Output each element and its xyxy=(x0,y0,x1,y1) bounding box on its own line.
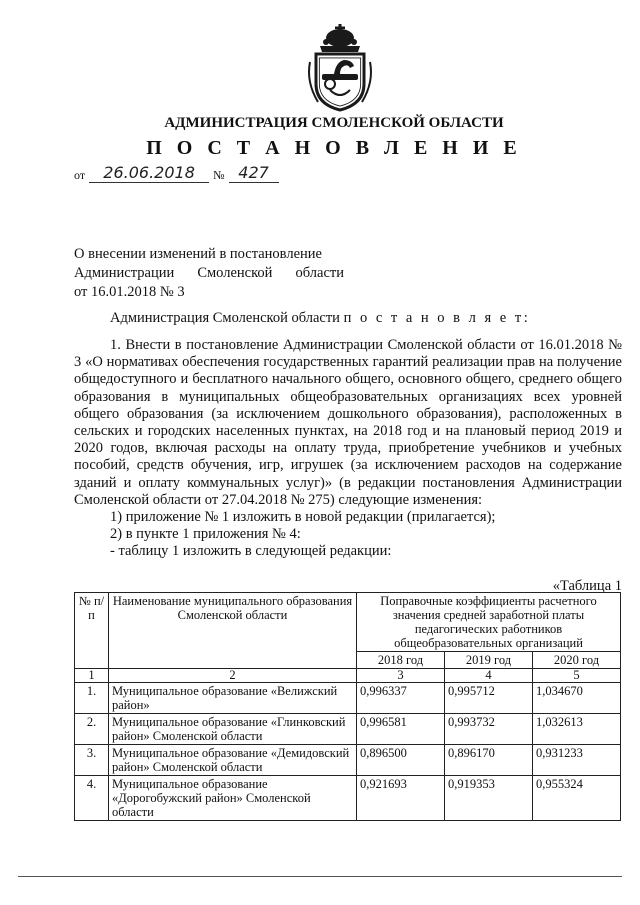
coefficients-table xyxy=(74,592,621,821)
subject-line: от 16.01.2018 № 3 xyxy=(74,284,185,300)
table-row xyxy=(75,714,621,745)
column-index-row xyxy=(75,669,621,683)
row-number: 1. xyxy=(75,683,109,714)
decree-intro xyxy=(110,310,530,327)
column-index: 4 xyxy=(445,669,533,683)
table-row xyxy=(75,683,621,714)
date-number-line xyxy=(74,164,279,183)
coef-2019: 0,919353 xyxy=(445,776,533,821)
municipality-name: Муниципальное образование «Демидовский район» Смоленской области xyxy=(109,745,357,776)
header-num: № п/п xyxy=(75,593,109,669)
municipality-name: Муниципальное образование «Глинковский район» Смоленской области xyxy=(109,714,357,745)
header-year-2019: 2019 год xyxy=(445,652,533,669)
table-row xyxy=(75,745,621,776)
coef-2018: 0,896500 xyxy=(357,745,445,776)
document-date: 26.06.2018 xyxy=(89,164,209,183)
coef-2020: 0,955324 xyxy=(533,776,621,821)
coef-2020: 1,034670 xyxy=(533,683,621,714)
row-number: 3. xyxy=(75,745,109,776)
column-index: 1 xyxy=(75,669,109,683)
municipality-name: Муниципальное образование «Велижский район» xyxy=(109,683,357,714)
column-index: 3 xyxy=(357,669,445,683)
coat-of-arms-icon xyxy=(300,22,380,114)
page-bottom-rule xyxy=(18,876,622,877)
coef-2018: 0,996581 xyxy=(357,714,445,745)
column-index: 5 xyxy=(533,669,621,683)
subject-line: Администрации Смоленской области xyxy=(74,265,344,281)
coef-2018: 0,996337 xyxy=(357,683,445,714)
header-name: Наименование муниципального образования Смоленской области xyxy=(109,593,357,669)
decree-body xyxy=(74,337,622,561)
table-caption: «Таблица 1 xyxy=(552,578,622,594)
paragraph-sub-2: 2) в пункте 1 приложения № 4: xyxy=(110,526,301,543)
paragraph-item-1: 1. Внести в постановление Администрации Смоленской области от 16.01.2018 № 3 «О нормативах обеспечения государственных гарантий реализации прав на получение общедоступного и бесплатного начального общего, основного общего, среднего общего образования в муниципальных общеобразовательных организациях всех уровней общего образования (за исключением дошкольного образования), расположенных в сельских и городских населенных пунктах, на 2018 год и на плановый период 2019 и 2020 годов, включая расходы на оплату труда, приобретение учебников и учебных пособий, средств обучения, игр, игрушек (за исключением расходов на содержание зданий и оплату коммунальных услуг)» (в редакции постановления Администрации Смоленской области от 27.04.2018 № 275) следующие изменения: xyxy=(74,337,622,508)
row-number: 2. xyxy=(75,714,109,745)
document-type: П О С Т А Н О В Л Е Н И Е xyxy=(146,137,522,159)
organization-name: АДМИНИСТРАЦИЯ СМОЛЕНСКОЙ ОБЛАСТИ xyxy=(164,115,504,131)
subject-line: О внесении изменений в постановление xyxy=(74,246,322,262)
paragraph-sub-3: - таблицу 1 изложить в следующей редакции: xyxy=(110,543,392,560)
coef-2019: 0,995712 xyxy=(445,683,533,714)
date-prefix: от xyxy=(74,168,86,182)
decree-verb: п о с т а н о в л я е т: xyxy=(343,310,531,326)
document-number: 427 xyxy=(229,164,279,183)
header-year-2018: 2018 год xyxy=(357,652,445,669)
subject-block xyxy=(74,245,344,302)
coef-2018: 0,921693 xyxy=(357,776,445,821)
table-row xyxy=(75,776,621,821)
decree-subject: Администрация Смоленской области xyxy=(110,310,340,326)
column-index: 2 xyxy=(109,669,357,683)
coef-2019: 0,993732 xyxy=(445,714,533,745)
coef-2020: 1,032613 xyxy=(533,714,621,745)
paragraph-sub-1: 1) приложение № 1 изложить в новой редакции (прилагается); xyxy=(110,509,496,526)
municipality-name: Муниципальное образование «Дорогобужский район» Смоленской области xyxy=(109,776,357,821)
coef-2019: 0,896170 xyxy=(445,745,533,776)
row-number: 4. xyxy=(75,776,109,821)
header-coefficients: Поправочные коэффициенты расчетного значения средней заработной платы педагогических работников общеобразовательных организаций xyxy=(357,593,621,652)
number-prefix: № xyxy=(213,168,225,182)
coef-2020: 0,931233 xyxy=(533,745,621,776)
header-year-2020: 2020 год xyxy=(533,652,621,669)
